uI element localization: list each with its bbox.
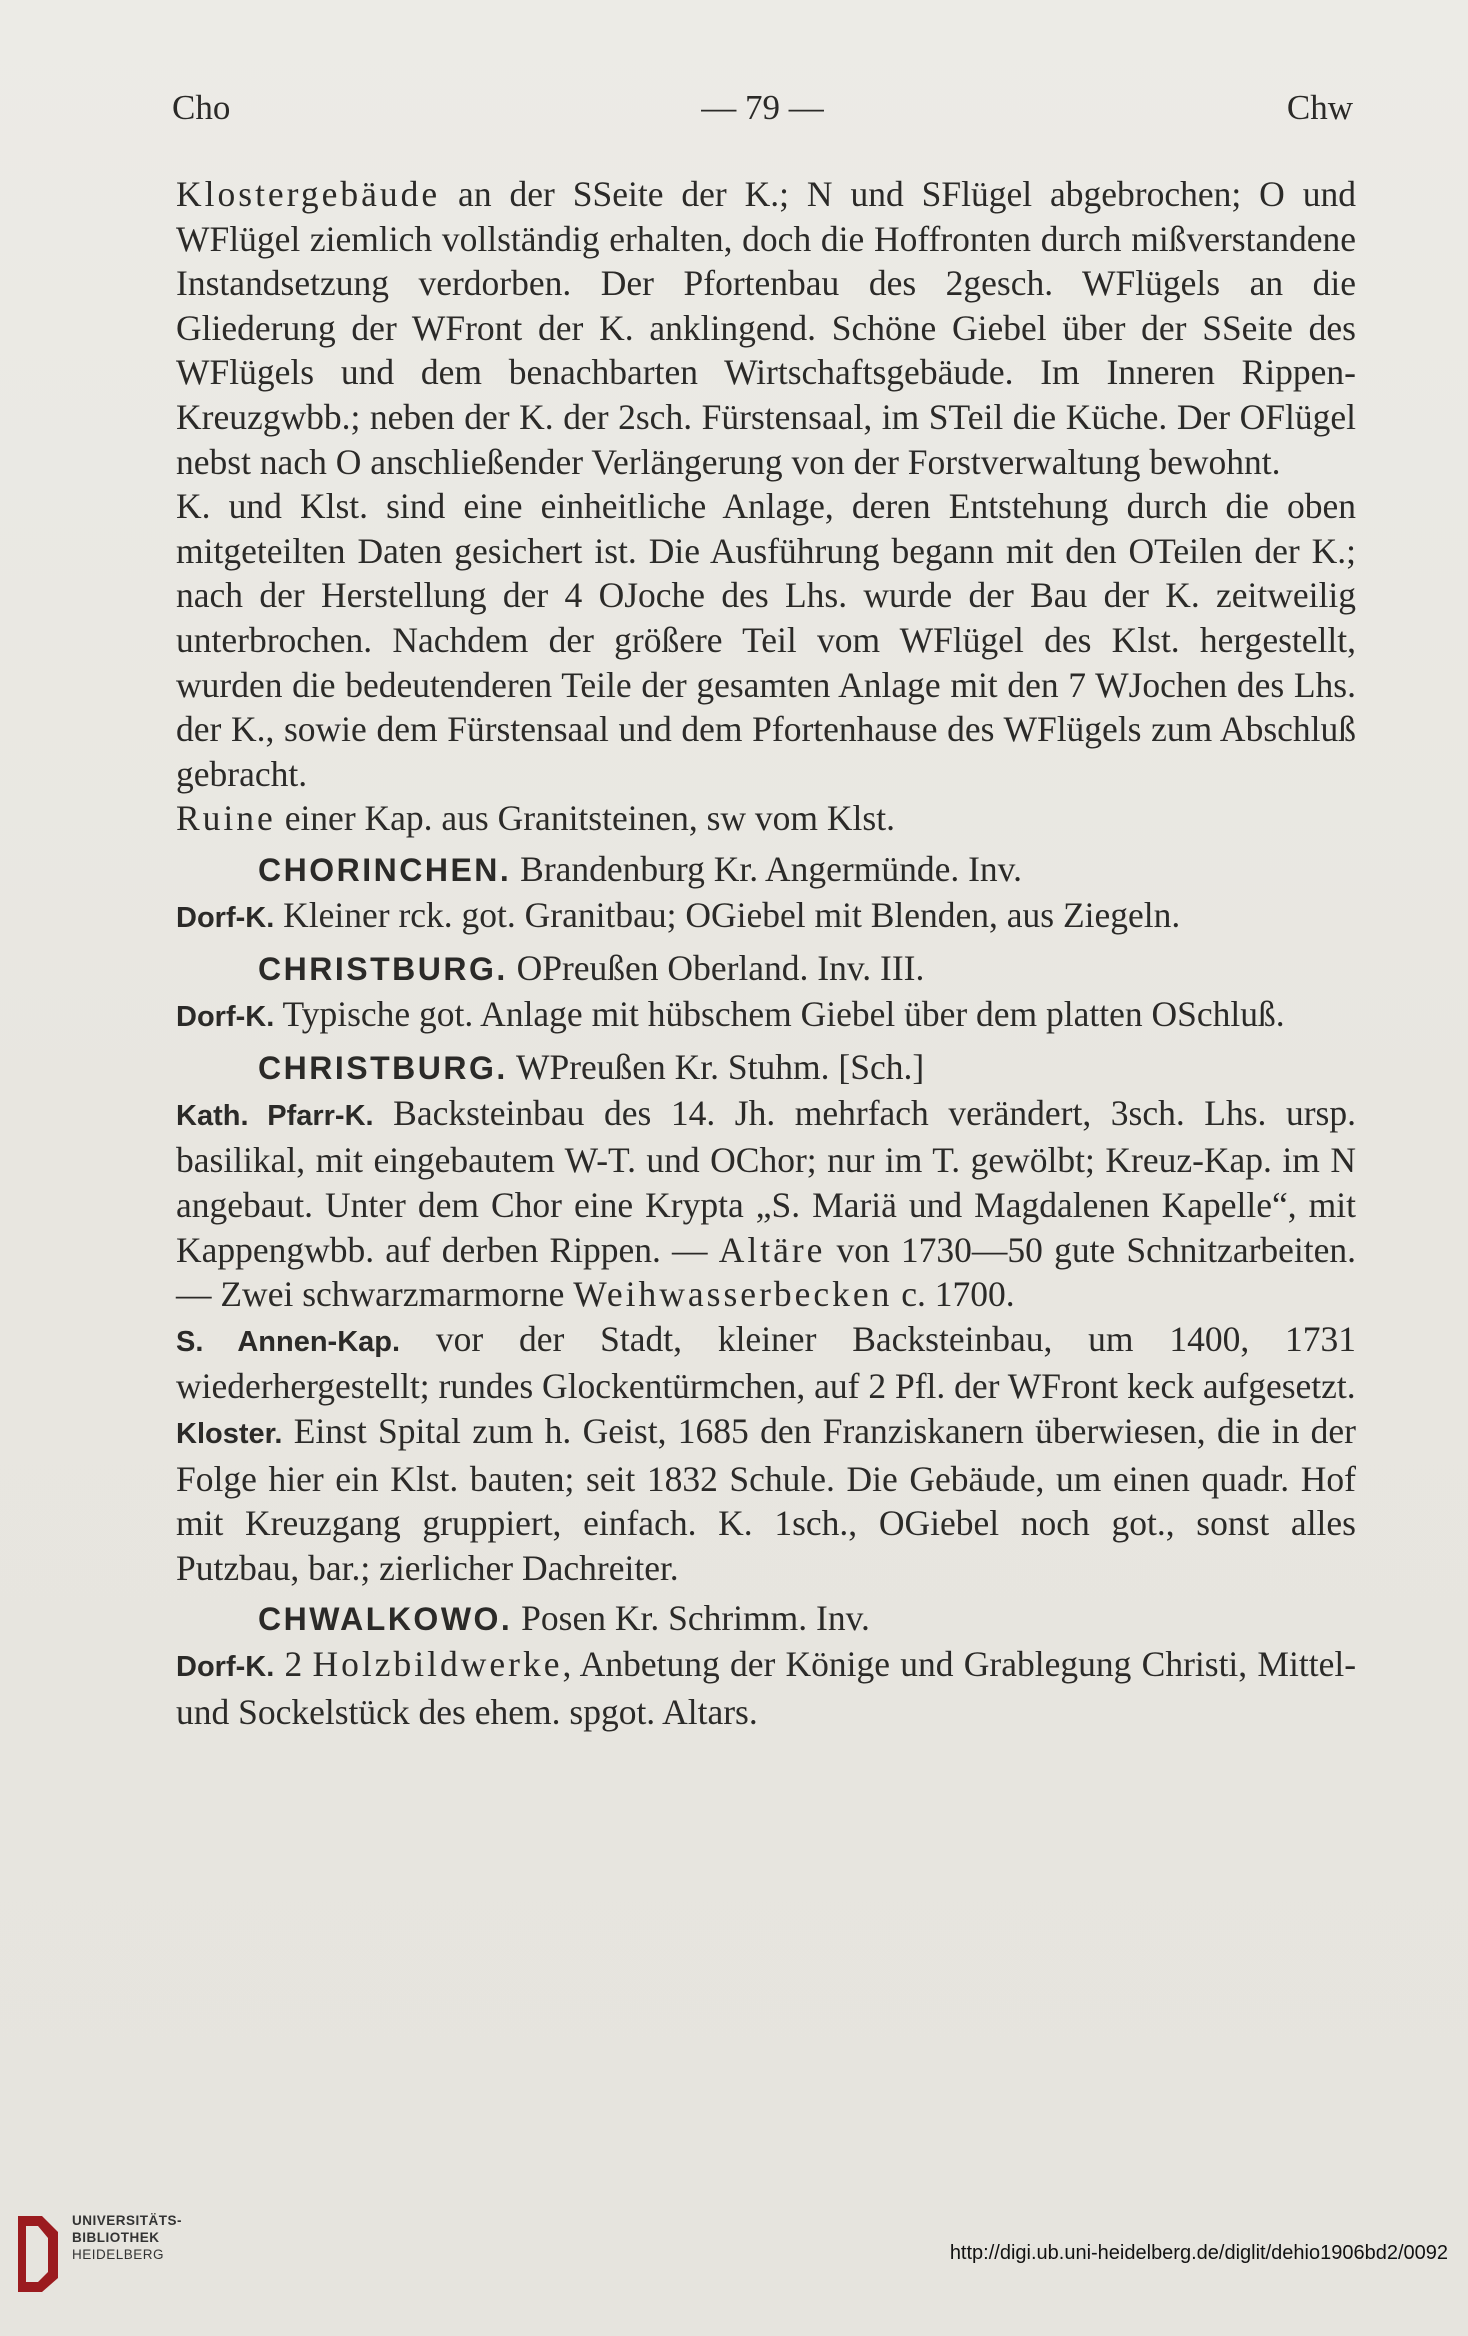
entry-item	[176, 1317, 1356, 1409]
building-text: , Anbetung der Könige und Grablegung Christi, Mittel- und Sockelstück des ehem. spgot. Altars.	[176, 1644, 1357, 1732]
library-emblem-icon	[12, 2208, 64, 2292]
entry-heading	[176, 847, 1356, 893]
paragraph-text: K. und Klst. sind eine einheitliche Anlage, deren Entstehung durch die oben mitgeteilten Daten gesichert ist. Die Ausführung begann mit den OTeilen der K.; nach der Herstellung der 4 OJoche des Lhs. wurde der Bau der K. zeitweilig unterbrochen. Nachdem der größere Teil vom WFlügel des Klst. hergestellt, wurden die bedeutenderen Teile der gesamten Anlage mit den 7 WJochen des Lhs. der K., sowie dem Fürstensaal und dem Pfortenhause des WFlügels zum Abschluß gebracht.	[176, 486, 1356, 794]
logo-line: BIBLIOTHEK	[72, 2230, 160, 2245]
town-location: Brandenburg Kr. Angermünde. Inv.	[520, 848, 1022, 889]
page-number: — 79 —	[701, 88, 824, 127]
building-text: Backsteinbau des 14. Jh. mehrfach verändert, 3sch. Lhs. ursp. basilikal, mit eingebautem W-T. und OChor; nur im T. gewölbt; Kreuz-Kap. im N angebaut. Unter dem Chor eine Krypta „S. Mariä und Magdalenen Kapelle“, mit Kappengwbb. auf derben Rippen. —	[176, 1092, 1356, 1270]
entry-item	[176, 1091, 1356, 1317]
town-name: CHRISTBURG.	[258, 1050, 508, 1087]
town-location: Posen Kr. Schrimm. Inv.	[521, 1598, 870, 1639]
logo-line: HEIDELBERG	[72, 2247, 165, 2262]
entry-item	[176, 893, 1356, 941]
building-text: Einst Spital zum h. Geist, 1685 den Franziskanern überwiesen, die in der Folge hier ein Klst. bauten; seit 1832 Schule. Die Gebäude, um einen quadr. Hof mit Kreuzgang gruppiert, einfach. K. 1sch., OGiebel noch got., sonst alles Putzbau, bar.; zierlicher Dachreiter.	[176, 1411, 1357, 1588]
building-label: Dorf-K.	[176, 1651, 275, 1683]
entry-item	[176, 992, 1356, 1040]
spaced-term: Ruine	[176, 798, 276, 839]
paragraph-text: an der SSeite der K.; N und SFlügel abgebrochen; O und WFlügel ziemlich vollständig erhalten, doch die Hoffronten durch mißverstandene Instandsetzung verdorben. Der Pfortenbau des 2gesch. WFlügels an die Gliederung der WFront der K. anklingend. Schöne Giebel über der SSeite des WFlügels und dem benachbarten Wirtschaftsgebäude. Im Inneren Rippen-Kreuzgwbb.; neben der K. der 2sch. Fürstensaal, im STeil die Küche. Der OFlügel nebst nach O anschließender Verlängerung von der Forstverwaltung bewohnt.	[176, 174, 1356, 482]
spaced-term: Holzbildwerke	[312, 1644, 563, 1684]
source-url-link[interactable]: http://digi.ub.uni-heidelberg.de/diglit/dehio1906bd2/0092	[949, 2242, 1448, 2264]
town-name: CHWALKOWO.	[258, 1601, 513, 1638]
town-location: WPreußen Kr. Stuhm. [Sch.]	[515, 1047, 925, 1088]
spaced-term: Altäre	[718, 1229, 826, 1270]
building-text: Typische got. Anlage mit hübschem Giebel über dem platten OSchluß.	[282, 993, 1285, 1034]
town-name: CHORINCHEN.	[258, 851, 512, 888]
building-label: Dorf-K.	[176, 1000, 275, 1033]
library-logo[interactable]	[12, 2200, 202, 2320]
entry-item	[176, 1409, 1356, 1590]
building-label: Kloster.	[176, 1418, 283, 1451]
building-text: von 1730—50 gute Schnitzarbeiten. — Zwei schwarzmarmorne	[176, 1229, 1357, 1315]
building-label: Dorf-K.	[176, 901, 275, 934]
entry-heading	[176, 946, 1356, 992]
town-location: OPreußen Oberland. Inv. III.	[516, 948, 925, 989]
running-header	[172, 88, 1353, 132]
logo-text	[72, 2212, 182, 2263]
spaced-term: Klostergebäude	[176, 174, 441, 214]
building-text: c. 1700.	[892, 1274, 1015, 1315]
building-text: vor der Stadt, kleiner Backsteinbau, um 1400, 1731 wiederhergestellt; rundes Glockentürmchen, auf 2 Pfl. der WFront keck aufgesetzt.	[176, 1318, 1357, 1407]
header-left: Cho	[172, 88, 231, 127]
entry-heading	[176, 1045, 1356, 1091]
town-name: CHRISTBURG.	[258, 951, 508, 988]
paragraph-klostergebaeude	[176, 172, 1356, 484]
spaced-term: Weihwasserbecken	[573, 1274, 893, 1315]
entry-heading	[176, 1596, 1356, 1642]
building-text: 2	[284, 1644, 313, 1684]
building-text: Kleiner rck. got. Granitbau; OGiebel mit Blenden, aus Ziegeln.	[283, 894, 1181, 935]
body-text	[176, 172, 1356, 1734]
header-right: Chw	[1286, 88, 1353, 127]
building-label: Kath. Pfarr-K.	[176, 1099, 374, 1132]
logo-line: UNIVERSITÄTS-	[72, 2213, 183, 2228]
building-label: S. Annen-Kap.	[176, 1325, 401, 1358]
paragraph-ruine	[176, 796, 1356, 841]
paragraph-text: einer Kap. aus Granitsteinen, sw vom Klst.	[275, 798, 895, 839]
entry-item	[176, 1642, 1356, 1734]
paragraph-history	[176, 484, 1356, 796]
